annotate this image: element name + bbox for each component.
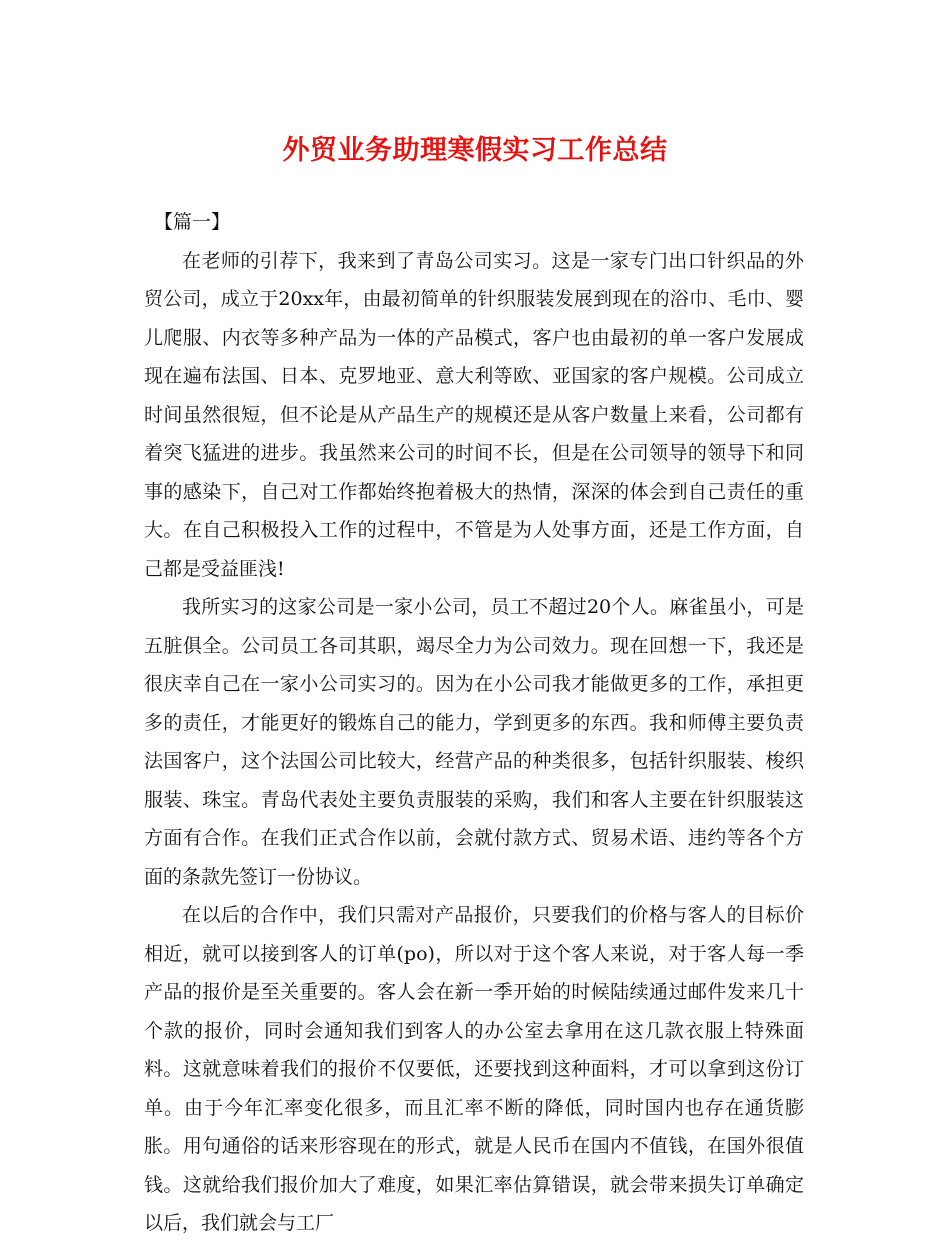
- document-body: [144, 203, 804, 1243]
- document-title: 外贸业务助理寒假实习工作总结: [282, 135, 668, 166]
- paragraph-1: 在老师的引荐下，我来到了青岛公司实习。这是一家专门出口针织品的外贸公司，成立于20xx年，由最初简单的针织服装发展到现在的浴巾、毛巾、婴儿爬服、内衣等多种产品为一体的产品模式，客户也由最初的单一客户发展成现在遍布法国、日本、克罗地亚、意大利等欧、亚国家的客户规模。公司成立时间虽然很短，但不论是从产品生产的规模还是从客户数量上来看，公司都有着突飞猛进的进步。我虽然来公司的时间不长，但是在公司领导的领导下和同事的感染下，自己对工作都始终抱着极大的热情，深深的体会到自己责任的重大。在自己积极投入工作的过程中，不管是为人处事方面，还是工作方面，自己都是受益匪浅!: [144, 249, 804, 580]
- paragraph-2: 我所实习的这家公司是一家小公司，员工不超过20个人。麻雀虽小，可是五脏俱全。公司员工各司其职，竭尽全力为公司效力。现在回想一下，我还是很庆幸自己在一家小公司实习的。因为在小公司我才能做更多的工作，承担更多的责任，才能更好的锻炼自己的能力，学到更多的东西。我和师傅主要负责法国客户，这个法国公司比较大，经营产品的种类很多，包括针织服装、梭织服装、珠宝。青岛代表处主要负责服装的采购，我们和客人主要在针织服装这方面有合作。在我们正式合作以前，会就付款方式、贸易术语、违约等各个方面的条款先签订一份协议。: [144, 596, 804, 888]
- paragraph-3: 在以后的合作中，我们只需对产品报价，只要我们的价格与客人的目标价相近，就可以接到客人的订单(po)，所以对于这个客人来说，对于客人每一季产品的报价是至关重要的。客人会在新一季开始的时候陆续通过邮件发来几十个款的报价，同时会通知我们到客人的办公室去拿用在这几款衣服上特殊面料。这就意味着我们的报价不仅要低，还要找到这种面料，才可以拿到这份订单。由于今年汇率变化很多，而且汇率不断的降低，同时国内也存在通货膨胀。用句通俗的话来形容现在的形式，就是人民币在国内不值钱，在国外很值钱。这就给我们报价加大了难度，如果汇率估算错误，就会带来损失订单确定以后，我们就会与工厂: [144, 904, 804, 1234]
- section-label: 【篇一】: [154, 211, 231, 233]
